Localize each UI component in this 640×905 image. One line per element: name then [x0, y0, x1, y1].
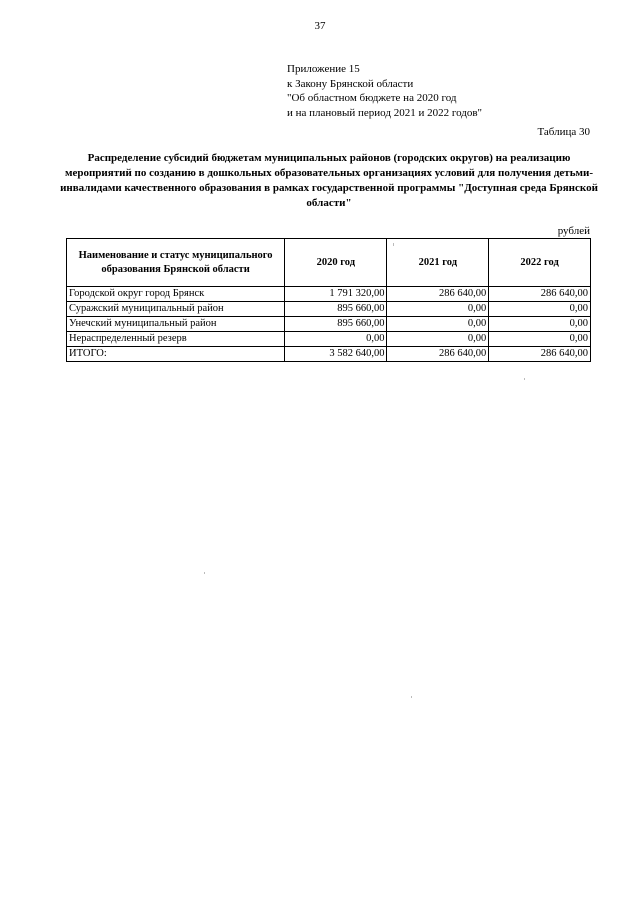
scan-speck — [411, 696, 412, 698]
cell-2022: 0,00 — [489, 317, 591, 332]
header-2022: 2022 год — [489, 239, 591, 287]
cell-2022: 286 640,00 — [489, 347, 591, 362]
cell-name: Городской округ город Брянск — [67, 287, 285, 302]
subsidy-table — [66, 238, 591, 362]
header-2020: 2020 год — [285, 239, 387, 287]
appendix-line: к Закону Брянской области — [287, 77, 414, 90]
cell-name: Унечский муниципальный район — [67, 317, 285, 332]
table-row — [67, 302, 591, 317]
table-row — [67, 287, 591, 302]
unit-label: рублей — [557, 225, 590, 237]
table-total-row — [67, 347, 591, 362]
table-row — [67, 332, 591, 347]
cell-2021: 0,00 — [387, 332, 489, 347]
cell-2021: 286 640,00 — [387, 287, 489, 302]
table-row — [67, 317, 591, 332]
scan-speck — [393, 243, 394, 246]
header-municipality: Наименование и статус муниципального образования Брянской области — [67, 239, 285, 287]
appendix-reference — [287, 62, 482, 120]
cell-name: ИТОГО: — [67, 347, 285, 362]
appendix-line: и на плановый период 2021 и 2022 годов" — [287, 106, 483, 119]
cell-2020: 1 791 320,00 — [285, 287, 387, 302]
appendix-line: "Об областном бюджете на 2020 год — [287, 92, 457, 104]
cell-name: Суражский муниципальный район — [67, 302, 285, 317]
table-header-row — [67, 239, 591, 287]
cell-2020: 3 582 640,00 — [285, 347, 387, 362]
cell-2022: 286 640,00 — [489, 287, 591, 302]
header-2021: 2021 год — [387, 239, 489, 287]
cell-2021: 0,00 — [387, 317, 489, 332]
cell-2021: 286 640,00 — [387, 347, 489, 362]
cell-2020: 895 660,00 — [285, 302, 387, 317]
cell-name: Нераспределенный резерв — [67, 332, 285, 347]
page-number: 37 — [314, 20, 326, 32]
cell-2022: 0,00 — [489, 302, 591, 317]
document-title: Распределение субсидий бюджетам муниципальных районов (городских округов) на реализацию мероприятий по созданию в дошкольных образовательных организациях условий для получения детьми-инвалидами качественного образования в рамках государственной программы "Доступная среда Брянской области" — [60, 152, 598, 209]
cell-2020: 895 660,00 — [285, 317, 387, 332]
table-label: Таблица 30 — [537, 126, 590, 138]
scan-speck — [524, 378, 525, 380]
cell-2021: 0,00 — [387, 302, 489, 317]
scan-speck — [204, 572, 205, 574]
cell-2022: 0,00 — [489, 332, 591, 347]
cell-2020: 0,00 — [285, 332, 387, 347]
appendix-line: Приложение 15 — [287, 63, 360, 75]
